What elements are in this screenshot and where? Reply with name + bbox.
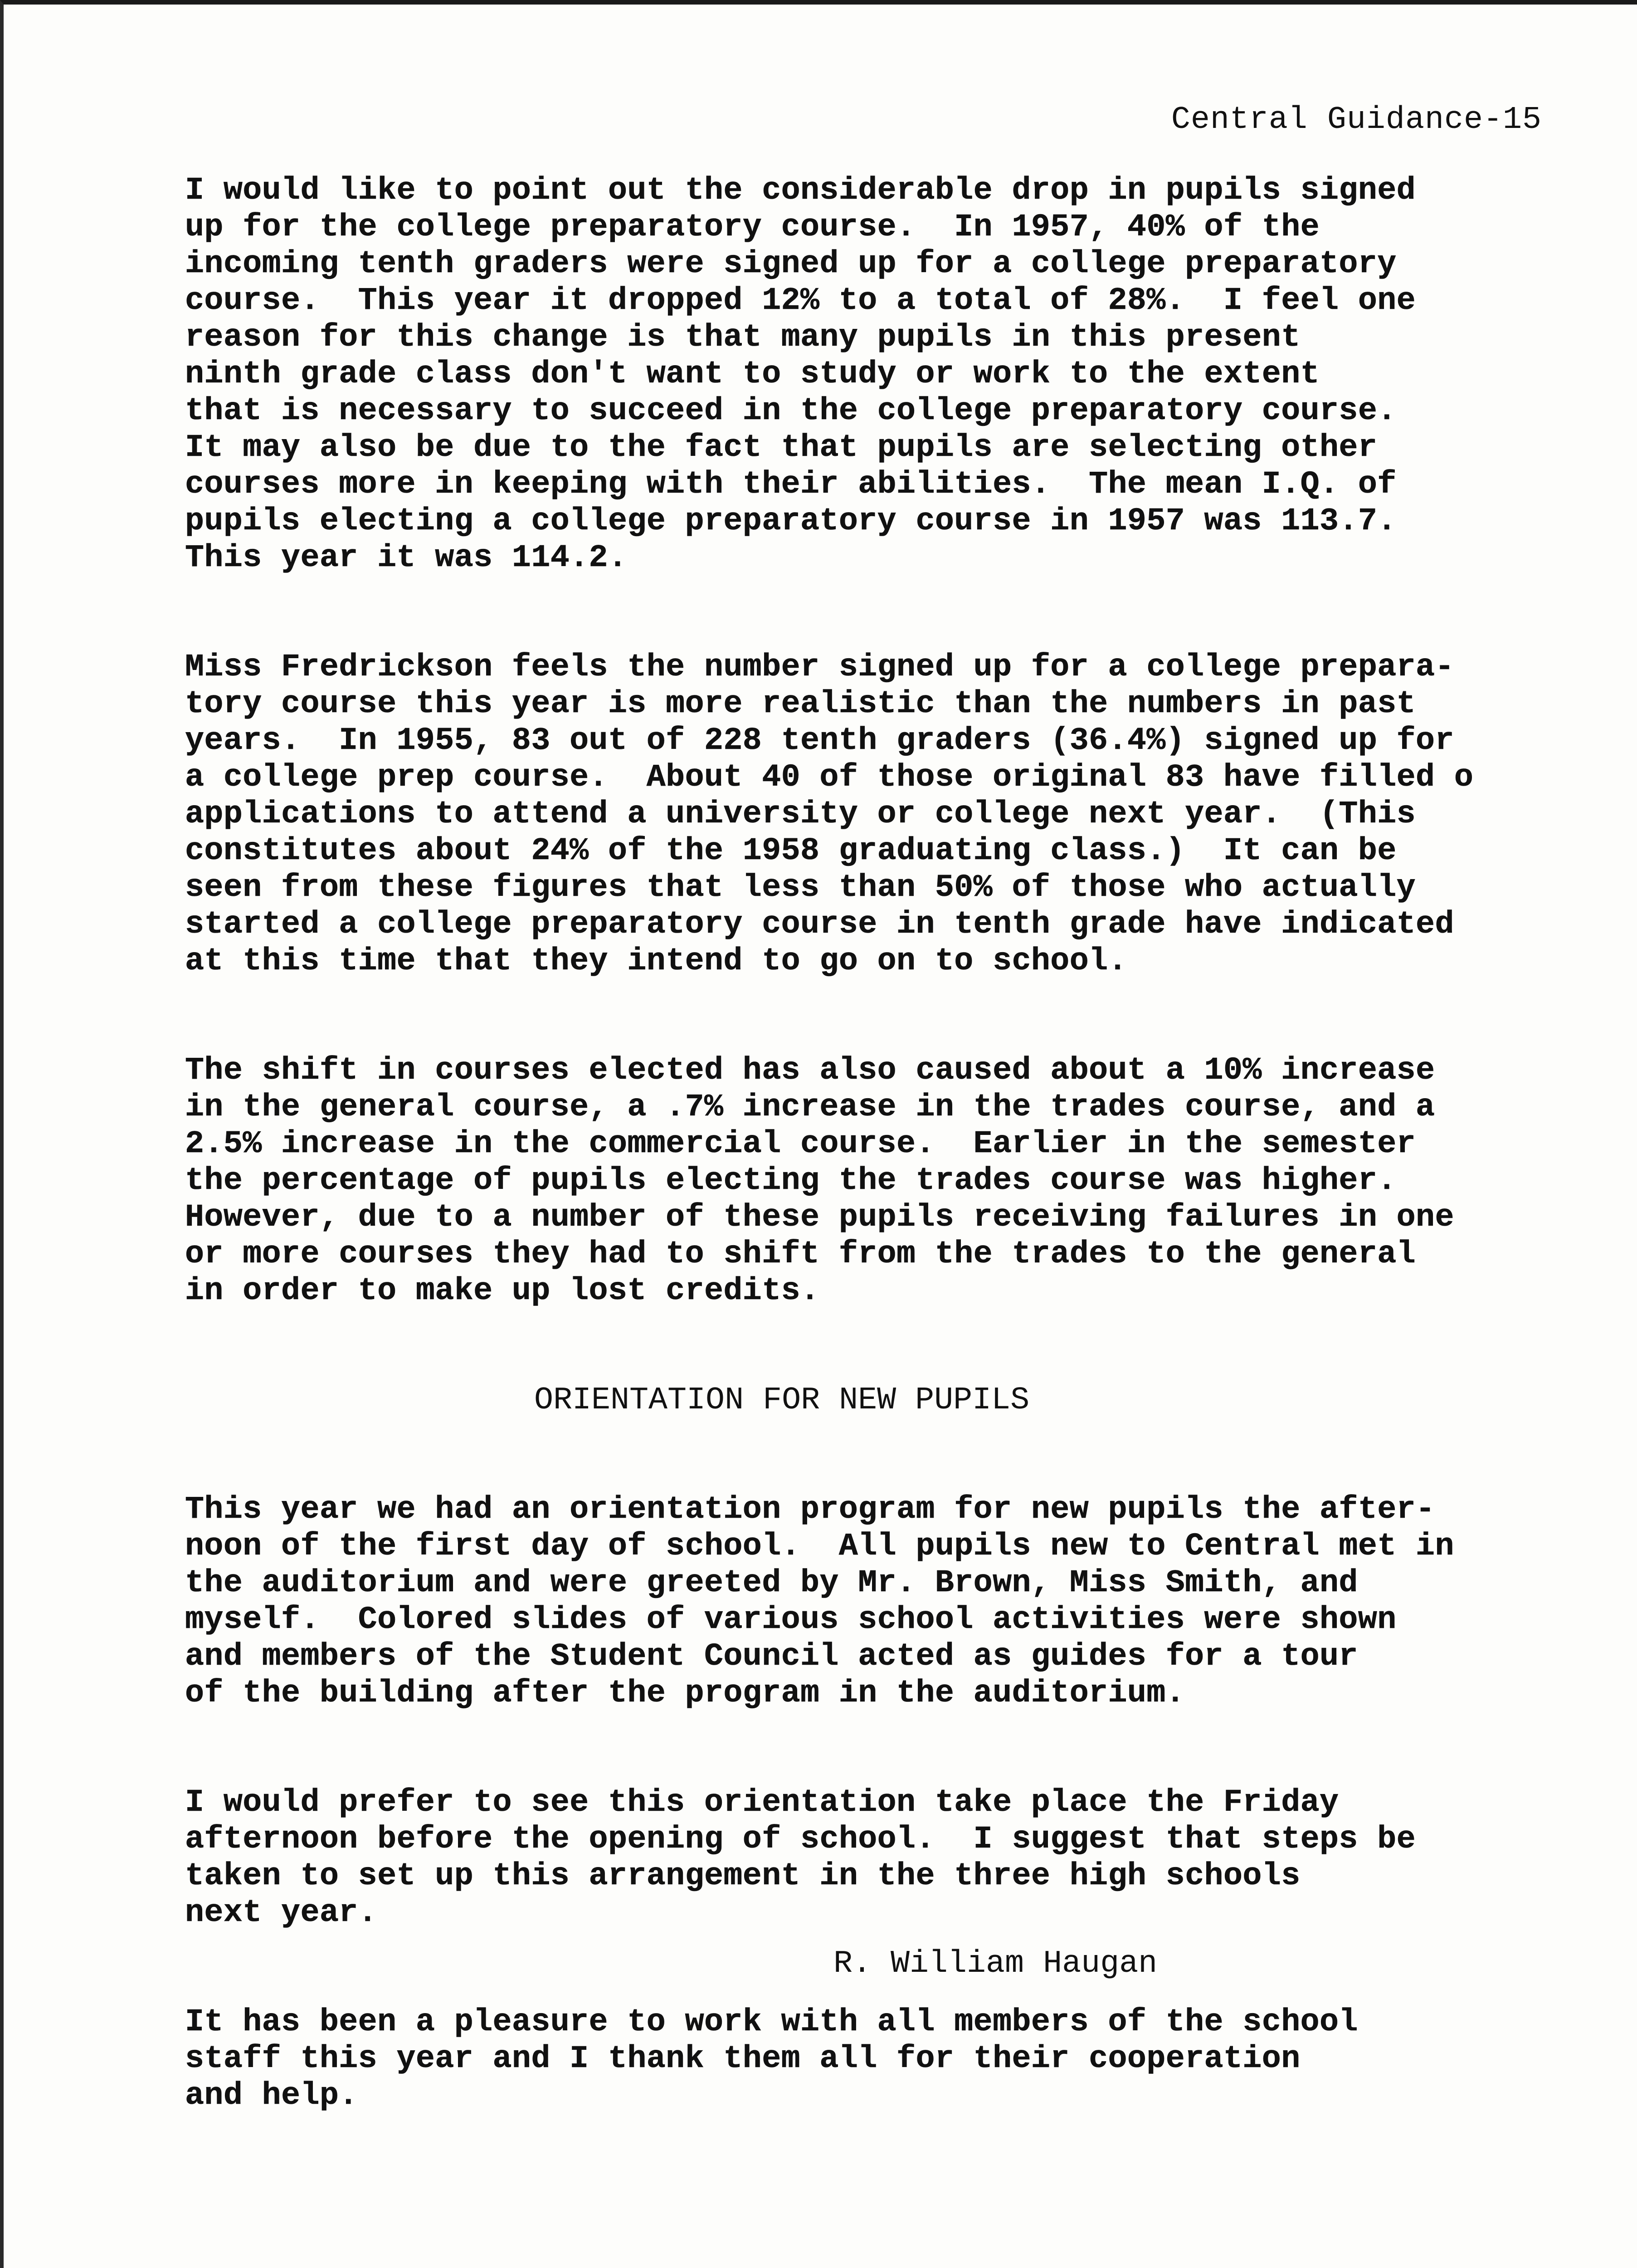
paragraph-orientation-program <box>185 1491 1613 1712</box>
text-line: I would prefer to see this orientation take place the Friday <box>185 1785 1339 1821</box>
signature: R. William Haugan <box>833 1946 1158 1982</box>
text-line: years. In 1955, 83 out of 228 tenth graders (36.4%) signed up for <box>185 723 1454 759</box>
text-line: It may also be due to the fact that pupils are selecting other <box>185 430 1378 466</box>
text-line: courses more in keeping with their abilities. The mean I.Q. of <box>185 467 1397 503</box>
text-line: This year we had an orientation program for new pupils the after- <box>185 1492 1435 1528</box>
text-line: next year. <box>185 1895 378 1931</box>
text-line: noon of the first day of school. All pupils new to Central met in <box>185 1529 1454 1564</box>
text-line: This year it was 114.2. <box>185 540 628 576</box>
text-line: ninth grade class don't want to study or work to the extent <box>185 357 1320 392</box>
text-line: course. This year it dropped 12% to a total of 28%. I feel one <box>185 283 1416 319</box>
text-line: and help. <box>185 2078 358 2114</box>
text-line: tory course this year is more realistic than the numbers in past <box>185 686 1416 722</box>
text-line: reason for this change is that many pupils in this present <box>185 320 1301 356</box>
text-line: in the general course, a .7% increase in the trades course, and a <box>185 1090 1435 1125</box>
text-line: Miss Fredrickson feels the number signed up for a college prepara- <box>185 650 1454 685</box>
text-line: afternoon before the opening of school. I suggest that steps be <box>185 1822 1416 1857</box>
paragraph-course-shift <box>185 1052 1613 1310</box>
text-line: seen from these figures that less than 50% of those who actually <box>185 870 1416 906</box>
text-line: pupils electing a college preparatory course in 1957 was 113.7. <box>185 503 1397 539</box>
text-line: incoming tenth graders were signed up for a college preparatory <box>185 246 1397 282</box>
text-line: at this time that they intend to go on to school. <box>185 943 1127 979</box>
paragraph-fredrickson <box>185 649 1613 980</box>
text-line: constitutes about 24% of the 1958 graduating class.) It can be <box>185 833 1397 869</box>
text-line: staff this year and I thank them all for their cooperation <box>185 2041 1301 2077</box>
text-line: up for the college preparatory course. In 1957, 40% of the <box>185 210 1320 245</box>
paragraph-college-prep-drop <box>185 172 1613 577</box>
text-line: myself. Colored slides of various school activities were shown <box>185 1602 1397 1638</box>
text-line: However, due to a number of these pupils receiving failures in one <box>185 1200 1454 1236</box>
text-line: and members of the Student Council acted as guides for a tour <box>185 1639 1358 1675</box>
text-line: It has been a pleasure to work with all members of the school <box>185 2004 1358 2040</box>
text-line: started a college preparatory course in tenth grade have indicated <box>185 907 1454 943</box>
document-body <box>185 172 1613 2187</box>
paragraph-orientation-suggestion <box>185 1784 1613 1931</box>
text-line: of the building after the program in the auditorium. <box>185 1676 1185 1711</box>
text-line: in order to make up lost credits. <box>185 1273 820 1309</box>
section-heading: ORIENTATION FOR NEW PUPILS <box>534 1383 1030 1418</box>
text-line: I would like to point out the considerable drop in pupils signed <box>185 173 1416 209</box>
text-line: 2.5% increase in the commercial course. Earlier in the semester <box>185 1126 1416 1162</box>
paragraph-closing <box>185 2004 1613 2114</box>
text-line: that is necessary to succeed in the college preparatory course. <box>185 393 1397 429</box>
text-line: the auditorium and were greeted by Mr. Brown, Miss Smith, and <box>185 1565 1358 1601</box>
text-line: or more courses they had to shift from the trades to the general <box>185 1237 1416 1272</box>
text-line: applications to attend a university or college next year. (This <box>185 797 1416 832</box>
text-line: The shift in courses elected has also caused about a 10% increase <box>185 1053 1435 1089</box>
text-line: taken to set up this arrangement in the three high schools <box>185 1858 1301 1894</box>
page-header: Central Guidance-15 <box>1171 102 1542 138</box>
text-line: the percentage of pupils electing the trades course was higher. <box>185 1163 1397 1199</box>
text-line: a college prep course. About 40 of those original 83 have filled o <box>185 760 1474 796</box>
